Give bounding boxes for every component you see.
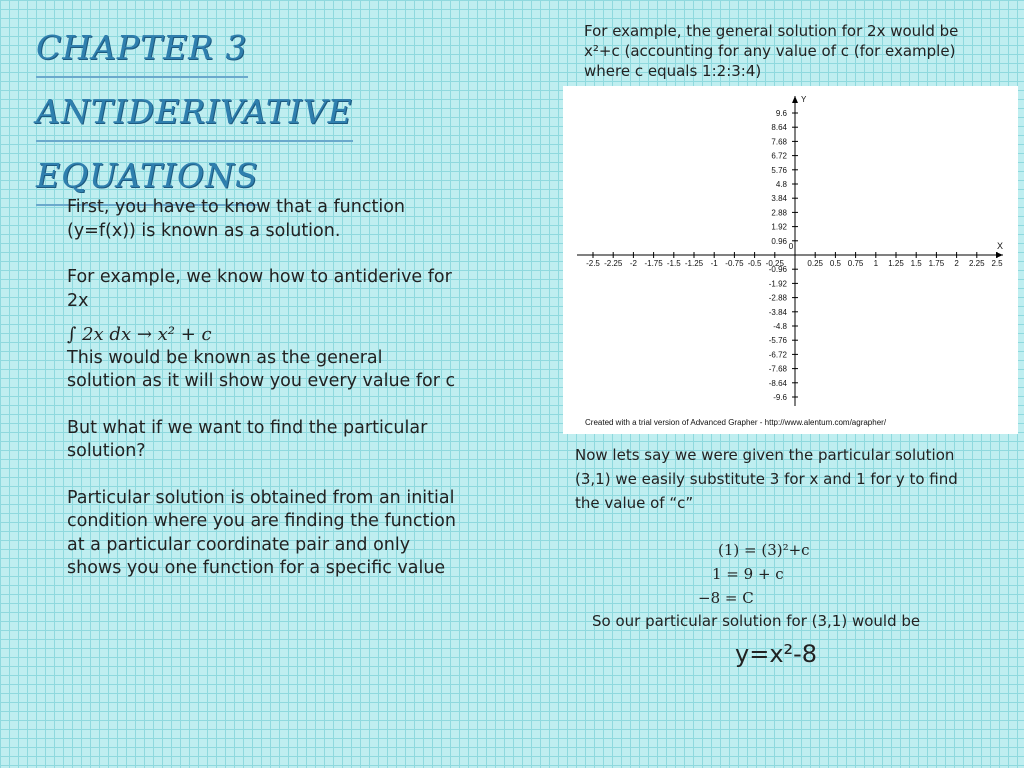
y-tick-label: 6.72 <box>771 151 787 161</box>
paragraph-antiderive-example: For example, we know how to antiderive for 2x <box>67 267 452 311</box>
y-tick-label: -3.84 <box>768 307 787 317</box>
x-tick-label: 0.25 <box>807 259 823 268</box>
y-tick-label: -6.72 <box>768 350 787 360</box>
y-tick-label: 3.84 <box>771 194 787 204</box>
x-tick-label: 2 <box>954 259 959 268</box>
paragraph-particular-question: But what if we want to find the particular solution? <box>67 417 428 461</box>
title-line-2: ANTIDERIVATIVE <box>36 84 353 142</box>
y-tick-label: -9.6 <box>773 393 787 402</box>
y-tick-label: 7.68 <box>771 137 787 147</box>
integral-formula: ∫ 2x dx → x² + c <box>67 324 212 345</box>
general-solution-note: For example, the general solution for 2x would be x²+c (accounting for any value of c (for example) where c equals 1:2:3:4) <box>584 22 959 80</box>
y-tick-label: -1.92 <box>768 279 787 289</box>
y-tick-label: 2.88 <box>771 208 787 218</box>
graph-canvas <box>563 86 1018 434</box>
origin-label: 0 <box>788 242 794 251</box>
particular-solution-explanation: Now lets say we were given the particular solution (3,1) we easily substitute 3 for x and 1 for y to find the value of “c” <box>575 446 958 512</box>
paragraph-particular-definition: Particular solution is obtained from an initial condition where you are finding the function at a particular coordinate pair and only shows you one function for a specific value <box>67 487 456 578</box>
x-tick-label: 2.25 <box>969 259 985 268</box>
y-tick-label: 9.6 <box>775 109 787 118</box>
equation-line-1: (1) = (3)²+c <box>718 541 810 559</box>
x-tick-label: 1.75 <box>928 259 945 268</box>
y-axis-label: Y <box>801 95 807 104</box>
y-tick-label: 8.64 <box>771 123 787 133</box>
paragraph-solution-definition: First, you have to know that a function (y=f(x)) is known as a solution. <box>67 197 405 241</box>
substitution-equations <box>690 538 890 610</box>
y-tick-label: -5.76 <box>768 336 787 346</box>
x-tick-label: -1 <box>710 259 718 268</box>
title-line-1: CHAPTER 3 <box>36 20 248 78</box>
x-tick-label: 0.5 <box>829 259 841 268</box>
final-statement: So our particular solution for (3,1) would be <box>592 612 921 630</box>
paragraph-general-solution: This would be known as the general solution as it will show you every value for c <box>67 347 456 391</box>
coordinate-graph <box>563 86 1018 434</box>
x-tick-label: -2.5 <box>586 259 600 268</box>
x-tick-label: -2.25 <box>604 259 623 268</box>
x-tick-label: -1.75 <box>644 259 663 268</box>
title-line-3: EQUATIONS <box>36 148 259 206</box>
y-tick-label: 0.96 <box>771 236 787 246</box>
x-tick-label: -1.25 <box>684 259 704 268</box>
x-tick-label: 0.75 <box>847 259 864 268</box>
y-tick-label: -2.88 <box>768 293 787 303</box>
y-tick-label: -7.68 <box>768 364 787 374</box>
x-axis-label: X <box>996 241 1004 251</box>
y-tick-label: 4.8 <box>775 180 787 189</box>
y-tick-label: -4.8 <box>773 322 787 331</box>
graph-footer: Created with a trial version of Advanced Grapher - http://www.alentum.com/agrapher/ <box>585 418 887 427</box>
x-tick-label: 1.5 <box>910 259 922 268</box>
y-tick-label: -0.96 <box>768 265 787 275</box>
x-tick-label: 1.25 <box>888 259 904 268</box>
y-axis-arrow <box>792 96 798 103</box>
y-tick-label: 1.92 <box>771 222 787 232</box>
x-tick-label: -1.5 <box>666 259 681 268</box>
equation-line-2: 1 = 9 + c <box>712 565 784 583</box>
x-tick-label: -0.25 <box>765 259 784 268</box>
x-tick-label: -0.75 <box>725 259 744 268</box>
particular-solution-answer: y=x²-8 <box>735 640 818 668</box>
x-tick-label: -2 <box>629 259 637 268</box>
y-tick-label: -8.64 <box>768 378 787 388</box>
x-tick-label: 2.5 <box>991 259 1003 268</box>
equation-line-3: −8 = C <box>698 589 754 607</box>
x-tick-label: -0.5 <box>747 259 762 268</box>
x-tick-label: 1 <box>873 259 879 268</box>
chapter-title <box>36 20 366 212</box>
left-text-block <box>67 196 457 604</box>
y-tick-label: 5.76 <box>771 165 787 175</box>
